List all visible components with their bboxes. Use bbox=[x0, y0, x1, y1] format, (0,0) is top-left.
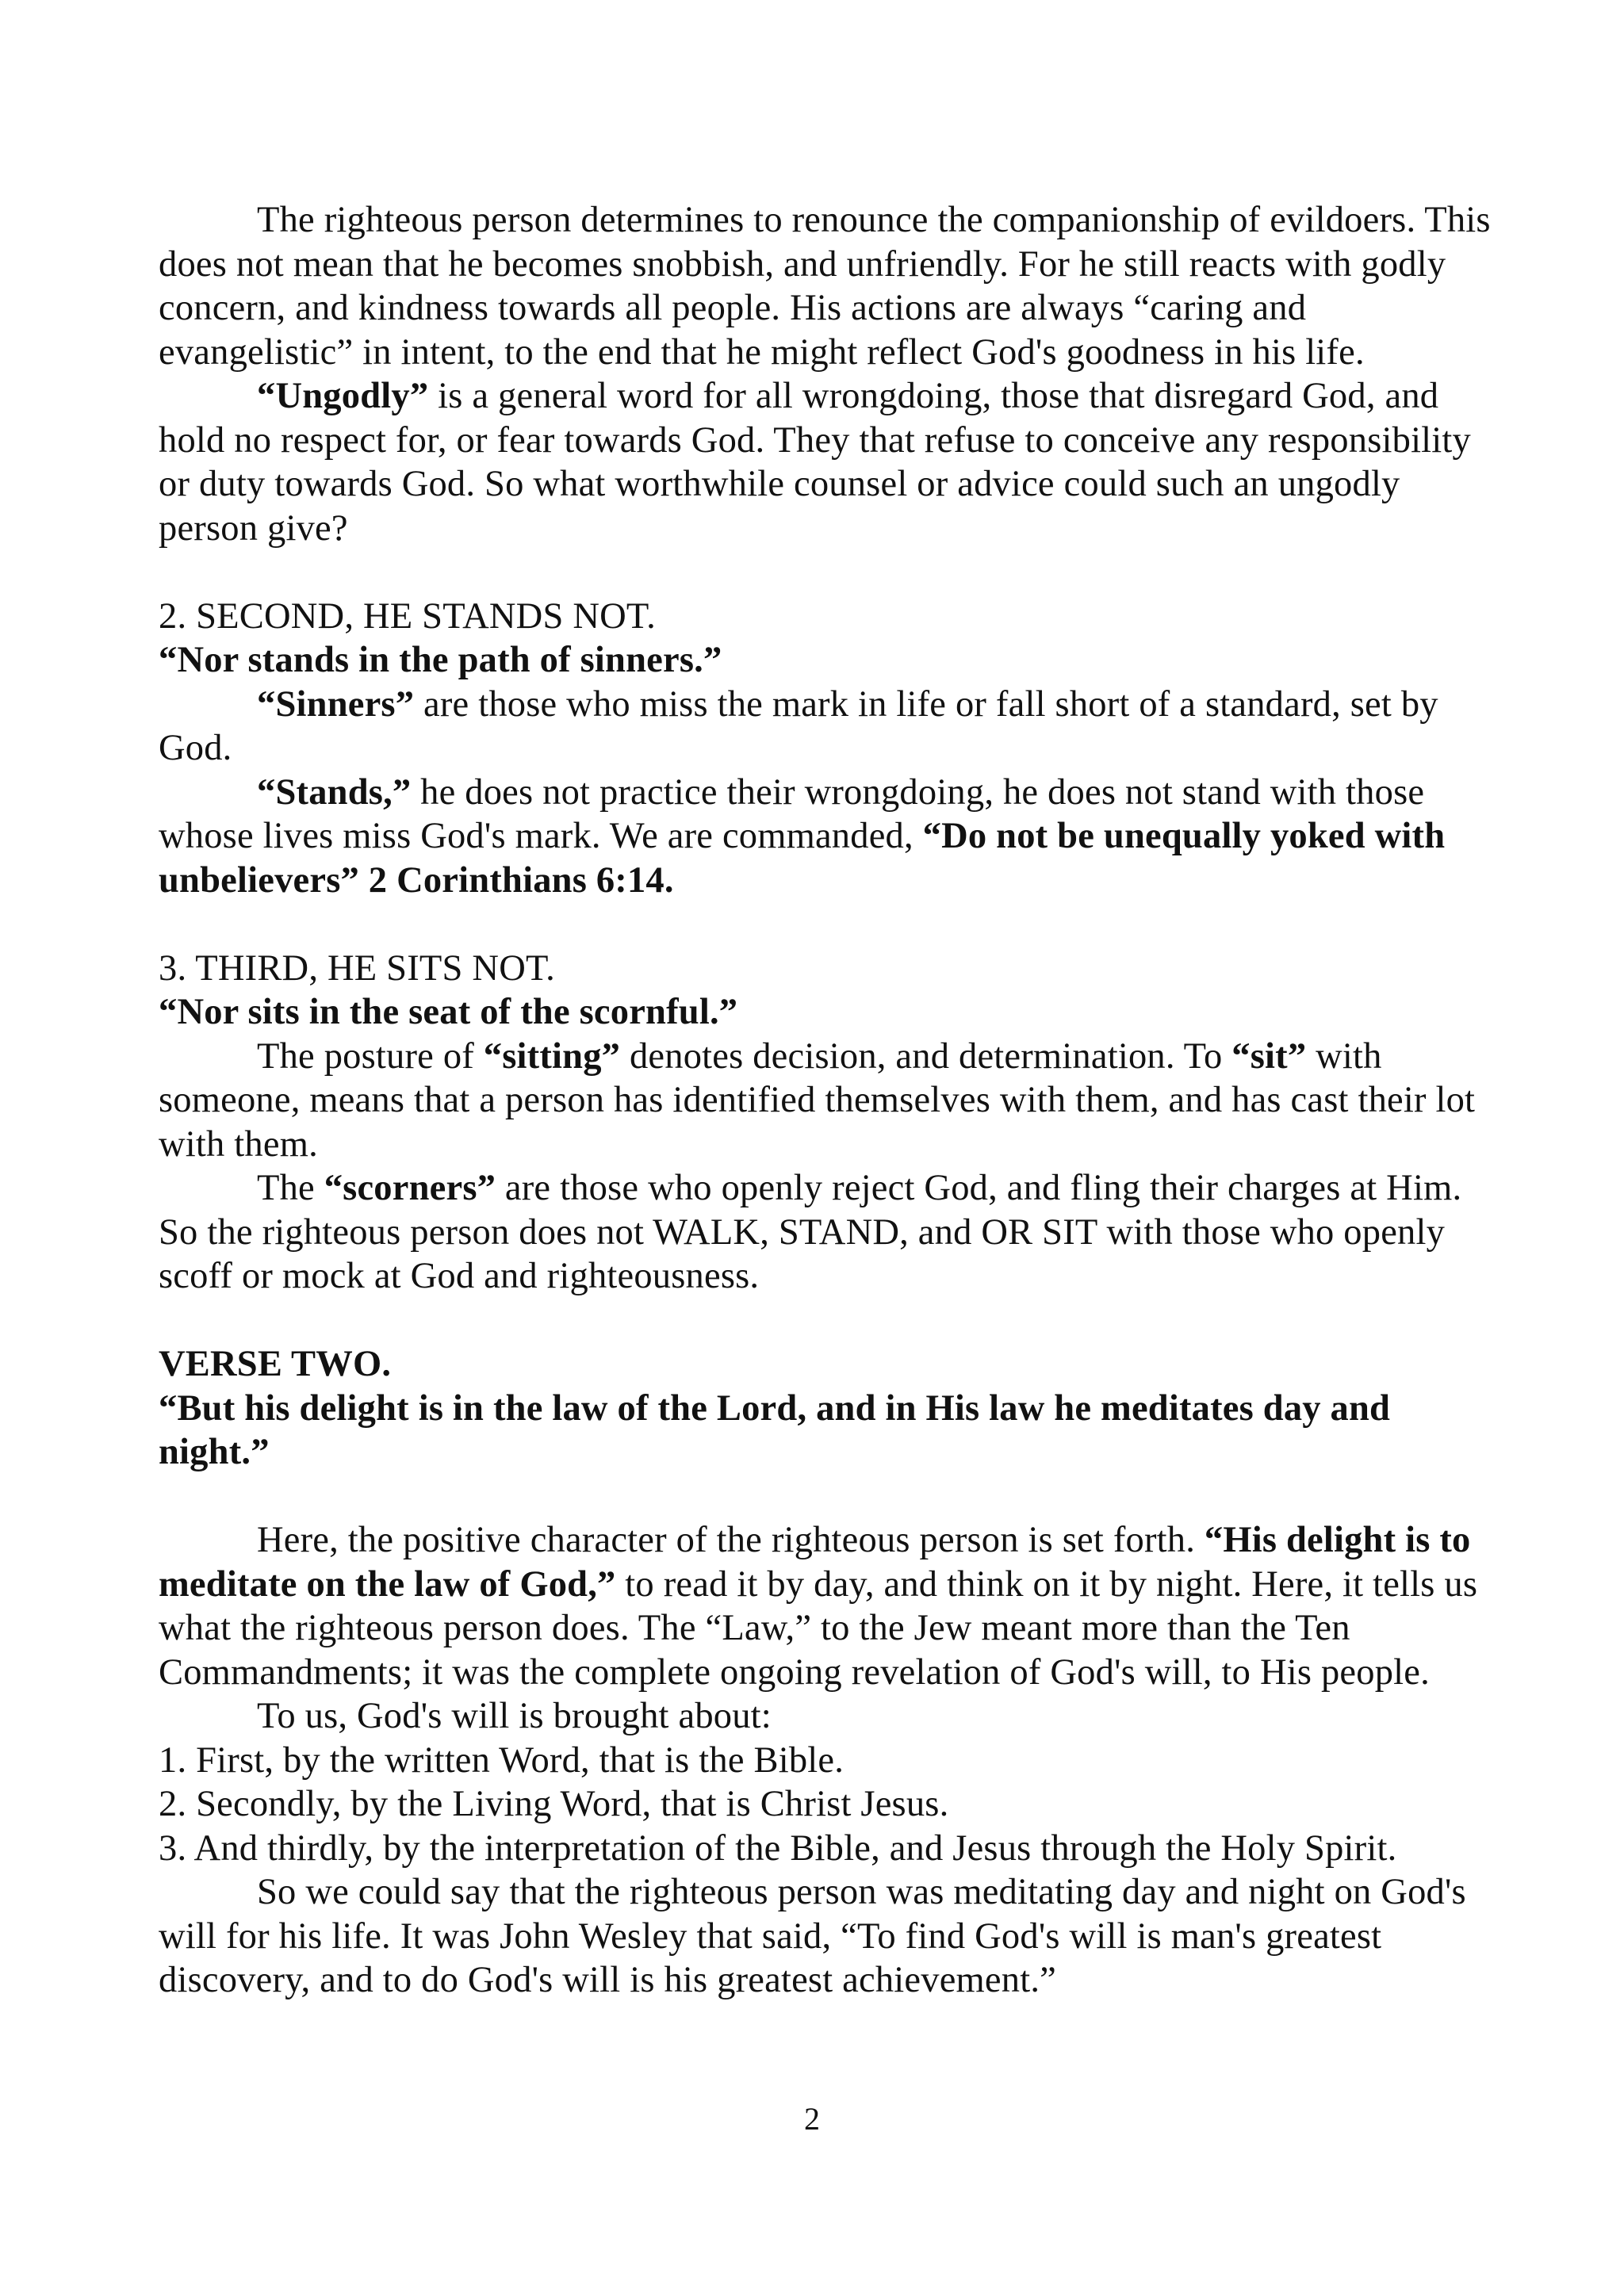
paragraph-wesley: So we could say that the righteous person was meditating day and night on God's will for his life. It was John Wesley that said, “To find God's will is man's greatest discovery, and to do God's will is his greatest achievement.” bbox=[159, 1872, 1466, 2000]
paragraph-text: are those who openly reject God, and fling their charges at Him. So the righteous person does not WALK, STAND, and OR SIT with those who openly scoff or mock at God and righteousness. bbox=[159, 1168, 1462, 1296]
paragraph-text: The righteous person determines to renounce the companionship of evildoers. This does not mean that he becomes snobbish, and unfriendly. For he still reacts with godly concern, and kindness towards all people. His actions are always “caring and evangelistic” in intent, to the end that he might reflect God's goodness in his life. bbox=[159, 200, 1491, 373]
scripture-reference: “Do not be unequally yoked with unbelievers” 2 Corinthians 6:14. bbox=[159, 816, 1446, 901]
paragraph-scorners bbox=[159, 1166, 1507, 1299]
list-item: 2. Secondly, by the Living Word, that is Christ Jesus. bbox=[159, 1784, 949, 1824]
term-stands: “Stands,” bbox=[257, 771, 412, 813]
paragraph-companionship bbox=[159, 198, 1507, 374]
paragraph-text: The bbox=[257, 1168, 324, 1208]
paragraph-text: with someone, means that a person has identified themselves with them, and has cast their lot with them. bbox=[159, 1035, 1476, 1165]
spacer bbox=[159, 902, 1507, 947]
quote-text: “Nor sits in the seat of the scornful.” bbox=[159, 992, 738, 1032]
spacer bbox=[159, 1299, 1507, 1343]
section-quote-second bbox=[159, 638, 1507, 683]
emphasis-delight: “His delight is to meditate on the law of God,” bbox=[159, 1520, 1471, 1605]
document-page bbox=[159, 198, 1507, 2003]
page-number: 2 bbox=[804, 2101, 820, 2137]
paragraph-text: The posture of bbox=[257, 1035, 484, 1077]
list-item: 1. First, by the written Word, that is the Bible. bbox=[159, 1739, 845, 1781]
section-heading-second: 2. SECOND, HE STANDS NOT. bbox=[159, 595, 656, 637]
paragraph-text: is a general word for all wrongdoing, those that disregard God, and hold no respect for, or fear towards God. They that refuse to conceive any responsibility or duty towards God. So what worthwhile counsel or advice could such an ungodly person give? bbox=[159, 376, 1471, 549]
term-ungodly: “Ungodly” bbox=[257, 376, 429, 416]
term-sit: “sit” bbox=[1231, 1035, 1307, 1077]
paragraph-sinners bbox=[159, 683, 1507, 771]
quote-text: “But his delight is in the law of the Lord, and in His law he meditates day and night.” bbox=[159, 1387, 1391, 1472]
paragraph-stands bbox=[159, 771, 1507, 903]
paragraph-gods-will-intro: To us, God's will is brought about: bbox=[257, 1696, 772, 1736]
list-item: 3. And thirdly, by the interpretation of the Bible, and Jesus through the Holy Spirit. bbox=[159, 1827, 1397, 1869]
section-quote-third bbox=[159, 990, 1507, 1035]
verse-quote bbox=[159, 1387, 1507, 1475]
paragraph-sitting bbox=[159, 1035, 1507, 1167]
heading-text: VERSE TWO. bbox=[159, 1344, 392, 1384]
paragraph-text: he does not practice their wrongdoing, he does not stand with those whose lives miss God's mark. We are commanded, bbox=[159, 771, 1425, 856]
paragraph-text: Here, the positive character of the righteous person is set forth. bbox=[257, 1520, 1205, 1560]
term-sinners: “Sinners” bbox=[257, 683, 415, 725]
paragraph-text: are those who miss the mark in life or fall short of a standard, set by God. bbox=[159, 683, 1438, 768]
term-scorners: “scorners” bbox=[324, 1168, 496, 1208]
spacer bbox=[159, 550, 1507, 595]
section-heading-third: 3. THIRD, HE SITS NOT. bbox=[159, 947, 555, 989]
paragraph-text: to read it by day, and think on it by night. Here, it tells us what the righteous person does. The “Law,” to the Jew meant more than the Ten Commandments; it was the complete ongoing revelation of God's will, to His people. bbox=[159, 1563, 1478, 1693]
spacer bbox=[159, 1475, 1507, 1519]
paragraph-delight bbox=[159, 1518, 1507, 1694]
paragraph-text: denotes decision, and determination. To bbox=[620, 1035, 1232, 1077]
verse-heading bbox=[159, 1342, 1507, 1387]
term-sitting: “sitting” bbox=[483, 1035, 621, 1077]
quote-text: “Nor stands in the path of sinners.” bbox=[159, 640, 722, 680]
paragraph-ungodly bbox=[159, 374, 1507, 550]
